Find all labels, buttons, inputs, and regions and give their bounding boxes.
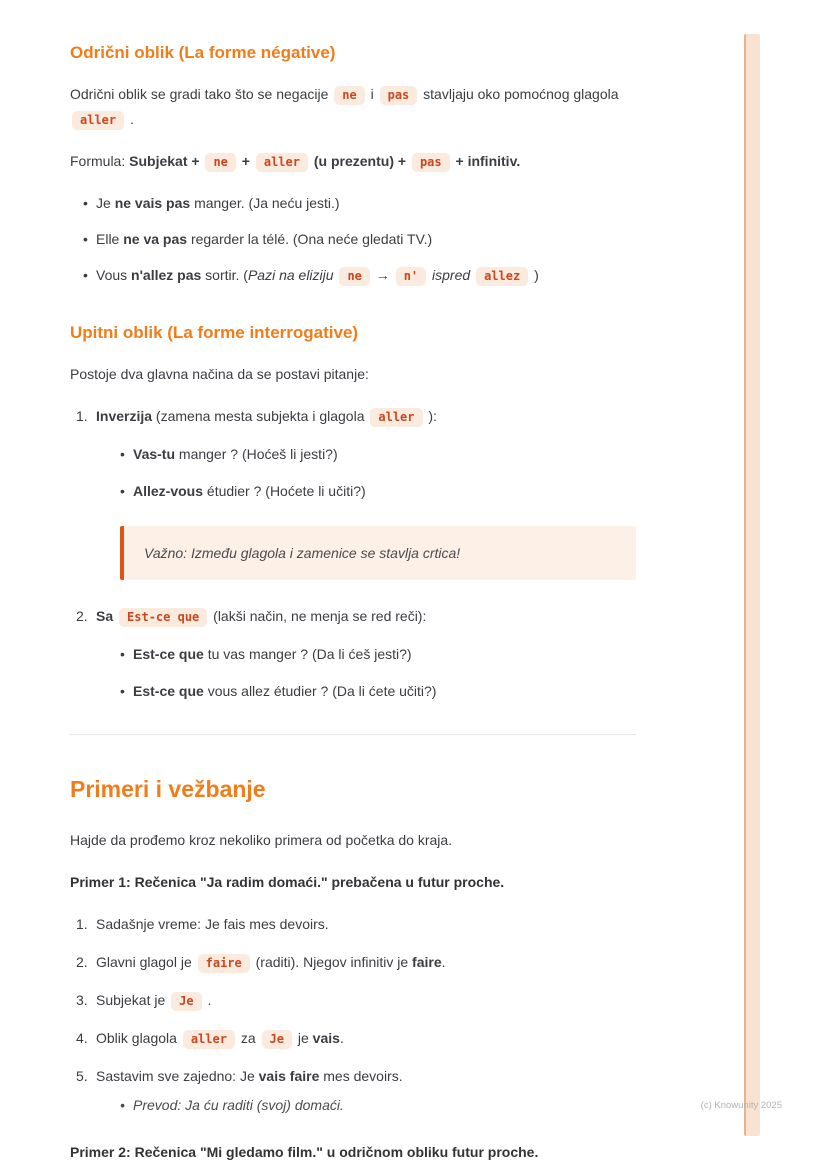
code-chip: aller <box>72 111 124 130</box>
code-chip: Je <box>262 1030 292 1049</box>
inversion-examples-list <box>96 442 636 504</box>
code-chip: ne <box>205 153 235 172</box>
code-chip: Je <box>171 992 201 1011</box>
text-segment: manger. (Ja neću jesti.) <box>190 194 340 211</box>
text-segment: Glavni glagol je <box>96 953 196 970</box>
text-segment: (lakši način, ne menja se red reči): <box>209 608 427 625</box>
text-segment: → <box>371 266 394 283</box>
text-segment: Vas-tu <box>133 445 176 462</box>
text-segment: n'allez pas <box>131 266 202 283</box>
text-segment: Allez-vous <box>133 482 204 499</box>
text-segment: . <box>339 1029 344 1046</box>
text-segment: vais <box>312 1029 340 1046</box>
list-item-inversion <box>70 404 636 581</box>
list-item <box>83 227 636 252</box>
step-item <box>70 988 636 1013</box>
list-item-est-ce-que <box>70 604 636 704</box>
copyright-footer: (c) Knowunity 2025 <box>700 1100 782 1111</box>
list-item-text <box>96 408 437 424</box>
text-segment: Odrični oblik se gradi tako što se negacije <box>70 86 333 103</box>
code-chip: aller <box>183 1030 235 1049</box>
section-divider <box>70 734 636 735</box>
example1-steps-list <box>70 912 636 1118</box>
code-chip: pas <box>412 153 450 172</box>
text-segment: (zamena mesta subjekta i glagola <box>152 407 369 424</box>
step-item <box>70 950 636 975</box>
text-segment: tu vas manger ? (Da li ćeš jesti?) <box>203 646 412 663</box>
text-segment: Sadašnje vreme: Je fais mes devoirs. <box>96 915 329 932</box>
code-chip: ne <box>334 86 364 105</box>
text-segment: manger ? (Hoćeš li jesti?) <box>175 445 338 462</box>
code-chip: pas <box>380 86 418 105</box>
example2-title: Primer 2: Rečenica "Mi gledamo film." u odričnom obliku futur proche. <box>70 1144 539 1161</box>
list-item-text <box>96 608 426 624</box>
text-segment: faire <box>412 953 442 970</box>
text-segment: regarder la télé. (Ona neće gledati TV.) <box>187 230 433 247</box>
list-item <box>120 642 636 667</box>
code-chip: allez <box>476 267 528 286</box>
text-segment: ispred <box>432 266 471 283</box>
callout-important-note <box>120 526 636 581</box>
text-segment: mes devoirs. <box>319 1067 403 1084</box>
paragraph-negative-formula <box>70 149 636 174</box>
step-item <box>70 1026 636 1051</box>
heading-interrogative-form: Upitni oblik (La forme interrogative) <box>70 322 359 342</box>
text-segment: Vous <box>96 266 132 283</box>
text-segment: Formula: <box>70 153 130 170</box>
text-segment: Pazi na eliziju <box>247 266 334 283</box>
interrogative-methods-list <box>70 404 636 704</box>
text-segment: (u prezentu) + <box>309 153 410 170</box>
text-segment: ) <box>530 266 539 283</box>
list-item <box>120 479 636 504</box>
text-segment: Subjekat je <box>96 991 170 1008</box>
text-segment: vous allez étudier ? (Da li ćete učiti?) <box>203 683 437 700</box>
text-segment: (raditi). Njegov infinitiv je <box>251 953 413 970</box>
document-content <box>70 38 636 1171</box>
example1-title: Primer 1: Rečenica "Ja radim domaći." prebačena u futur proche. <box>70 874 505 891</box>
heading-negative-form: Odrični oblik (La forme négative) <box>70 43 336 62</box>
text-segment: Inverzija <box>96 407 153 424</box>
text-segment: . <box>441 953 446 970</box>
text-segment: ne vais pas <box>114 194 191 211</box>
step-item <box>70 1064 636 1119</box>
text-segment: étudier ? (Hoćete li učiti?) <box>203 482 366 499</box>
page-edge-decoration <box>744 34 760 1136</box>
text-segment: vais faire <box>258 1067 320 1084</box>
paragraph-interrogative-intro: Postoje dva glavna načina da se postavi pitanje: <box>70 365 369 382</box>
list-item <box>120 679 636 704</box>
code-chip: aller <box>256 153 308 172</box>
text-segment: + <box>237 153 254 170</box>
step-item <box>70 912 636 937</box>
text-segment: stavljaju oko pomoćnog glagola <box>419 86 619 103</box>
text-segment: je <box>293 1029 313 1046</box>
code-chip: ne <box>339 267 369 286</box>
paragraph-examples-intro: Hajde da prođemo kroz nekoliko primera od početka do kraja. <box>70 832 453 849</box>
text-segment: . <box>203 991 212 1008</box>
text-segment: Je <box>96 194 115 211</box>
negative-examples-list <box>70 191 636 288</box>
callout-text: Važno: Između glagola i zamenice se stavlja crtica! <box>144 544 461 561</box>
text-segment: ): <box>424 407 437 424</box>
text-segment: Sastavim sve zajedno: Je <box>96 1067 259 1084</box>
text-segment: Subjekat + <box>129 153 204 170</box>
text-segment: ne va pas <box>123 230 188 247</box>
heading-examples-practice: Primeri i vežbanje <box>70 776 266 803</box>
code-chip: Est-ce que <box>119 608 207 627</box>
step-text <box>96 1068 403 1084</box>
paragraph-negative-intro <box>70 82 636 132</box>
text-segment: + infinitiv. <box>451 153 521 170</box>
text-segment: Est-ce que <box>133 646 204 663</box>
code-chip: faire <box>198 954 250 973</box>
text-segment: Elle <box>96 230 124 247</box>
text-segment: sortir. ( <box>201 266 248 283</box>
list-item <box>83 191 636 216</box>
translation-note: • Prevod: Ja ću raditi (svoj) domaći. <box>120 1093 636 1118</box>
translation-note-list <box>96 1093 636 1118</box>
code-chip: aller <box>370 408 422 427</box>
text-segment: Oblik glagola <box>96 1029 181 1046</box>
text-segment <box>470 267 474 283</box>
list-item <box>120 442 636 467</box>
text-segment: Est-ce que <box>133 683 204 700</box>
code-chip: n' <box>396 267 426 286</box>
text-segment <box>334 267 338 283</box>
text-segment: za <box>236 1029 260 1046</box>
text-segment: . <box>126 111 134 128</box>
est-ce-que-examples-list <box>96 642 636 704</box>
text-segment: i <box>366 86 378 103</box>
text-segment: Sa <box>96 608 118 625</box>
list-item <box>83 263 636 288</box>
